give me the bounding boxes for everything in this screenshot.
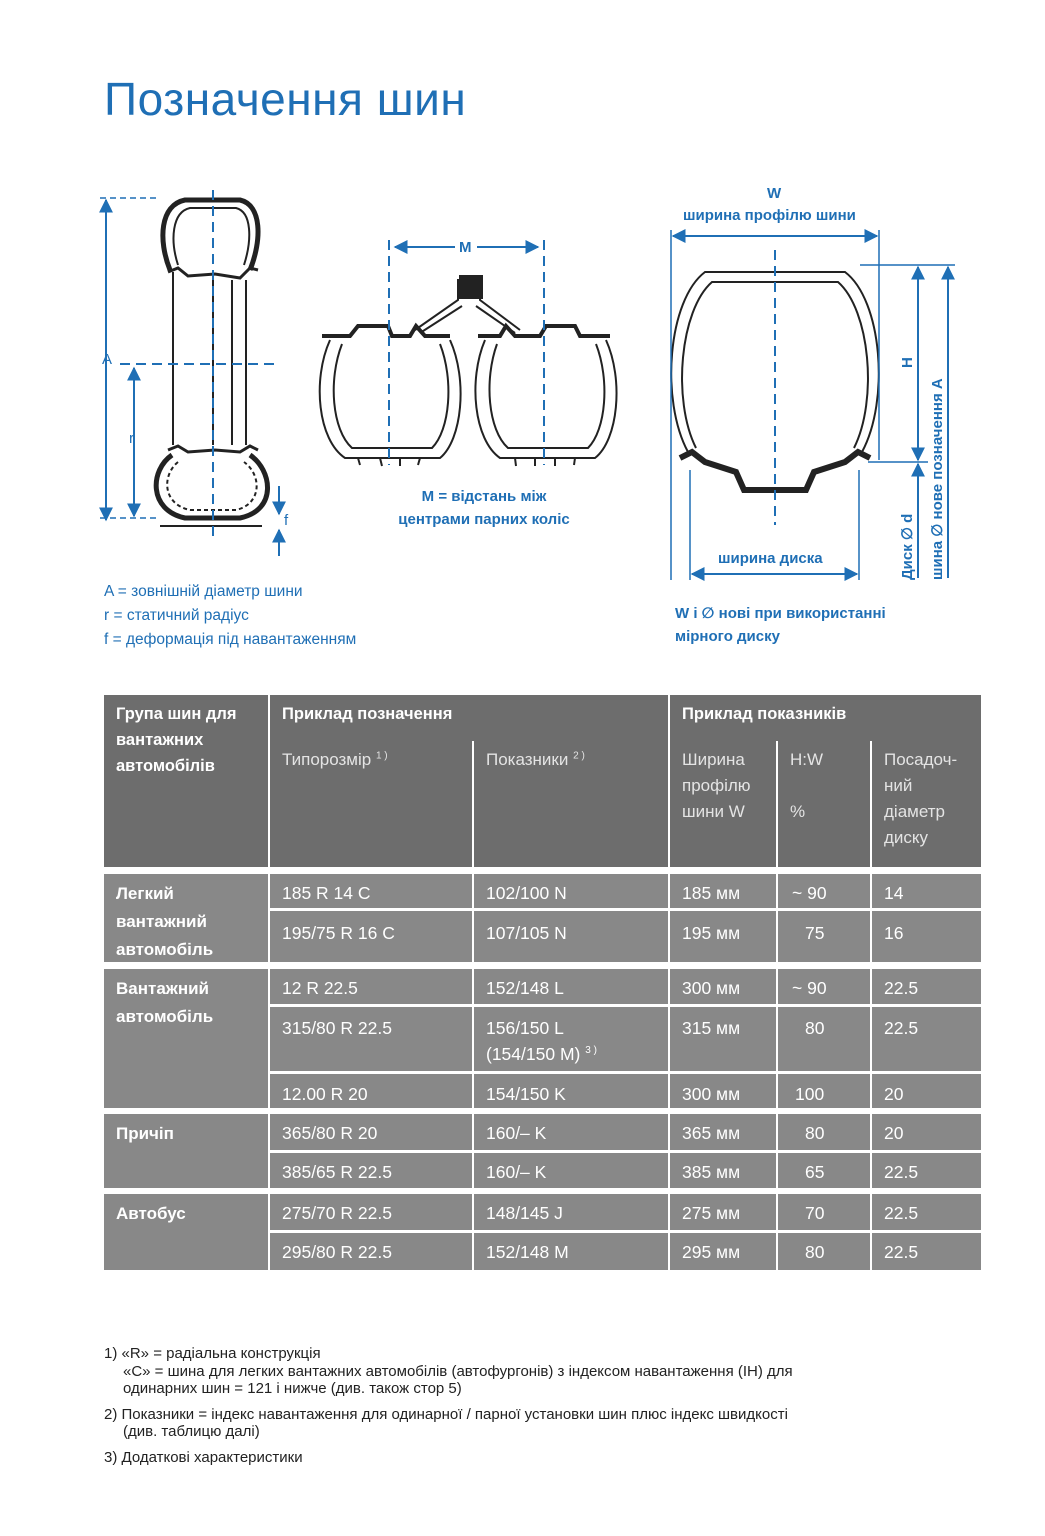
legend-item-A: A = зовнішній діаметр шини <box>104 583 303 600</box>
cell-hw: 80 <box>778 1007 870 1071</box>
cell-hw: 70 <box>778 1194 870 1230</box>
footnote-1-line-3: одинарних шин = 121 і нижче (див. також стор 5) <box>123 1380 462 1397</box>
cell-width: 365 мм <box>670 1114 776 1150</box>
cell-hw: 80 <box>778 1233 870 1270</box>
dual-wheels-view <box>320 276 617 466</box>
label-W: W <box>767 185 782 202</box>
group-truck: Вантажний автомобіль <box>104 969 268 1108</box>
header-size <box>270 741 472 867</box>
cell-width: 385 мм <box>670 1153 776 1188</box>
w-note-line-1: W і ∅ нові при використанні <box>675 605 886 622</box>
cell-width: 185 мм <box>670 874 776 908</box>
legend-item-r: r = статичний радіус <box>104 607 249 624</box>
w-note-line-2: мірного диску <box>675 628 780 645</box>
cell-rim: 14 <box>872 874 981 908</box>
header-size-sup: 1 ) <box>375 750 388 762</box>
cell-rim: 22.5 <box>872 1233 981 1270</box>
cell-rim: 22.5 <box>872 1153 981 1188</box>
legend-item-f: f = деформація під навантаженням <box>104 631 357 648</box>
group-bus: Автобус <box>104 1194 268 1270</box>
label-f: f <box>284 512 289 529</box>
cell-width: 195 мм <box>670 911 776 962</box>
legend <box>104 580 356 652</box>
cell-size: 185 R 14 C <box>270 874 472 908</box>
footnote-3: 3) Додаткові характеристики <box>104 1448 303 1466</box>
cell-rim: 20 <box>872 1114 981 1150</box>
cell-hw: 75 <box>778 911 870 962</box>
cell-index: 154/150 K <box>474 1074 668 1108</box>
header-rim: Посадоч-ний діаметр диску <box>872 741 981 867</box>
m-caption <box>389 485 579 531</box>
cell-size: 315/80 R 22.5 <box>270 1007 472 1071</box>
group-light-truck: Легкий вантажний автомобіль <box>104 874 268 962</box>
cell-index: 160/– K <box>474 1153 668 1188</box>
disk-diameter-label: Диск ∅ d <box>899 513 916 580</box>
footnote-1-line-1: 1) «R» = радіальна конструкція <box>104 1345 321 1362</box>
header-group: Група шин для вантажних автомобілів <box>104 695 268 867</box>
footnote-2 <box>104 1406 793 1441</box>
header-example: Приклад позначення <box>270 695 668 741</box>
label-r: r <box>129 430 134 447</box>
cell-index: 107/105 N <box>474 911 668 962</box>
cell-index-alt: (154/150 M) <box>486 1044 581 1064</box>
m-caption-line-1: M = відстань між <box>421 488 547 505</box>
header-width: Ширина профілю шини W <box>670 741 776 867</box>
header-index <box>474 741 668 867</box>
cell-rim: 20 <box>872 1074 981 1108</box>
cell-size: 365/80 R 20 <box>270 1114 472 1150</box>
cell-rim: 22.5 <box>872 969 981 1004</box>
cell-hw: 80 <box>778 1114 870 1150</box>
label-A: A <box>102 351 113 368</box>
cell-hw: 65 <box>778 1153 870 1188</box>
header-hw-unit: % <box>790 802 806 821</box>
cell-rim: 22.5 <box>872 1007 981 1071</box>
cell-rim: 16 <box>872 911 981 962</box>
header-indicators: Приклад показників <box>670 695 981 741</box>
label-M: M <box>459 239 472 256</box>
footnote-1 <box>104 1345 793 1398</box>
group-trailer: Причіп <box>104 1114 268 1188</box>
label-H: H <box>899 357 916 368</box>
header-index-label: Показники <box>486 750 569 769</box>
cell-size: 385/65 R 22.5 <box>270 1153 472 1188</box>
cell-width: 315 мм <box>670 1007 776 1071</box>
cell-width: 300 мм <box>670 1074 776 1108</box>
cell-size: 275/70 R 22.5 <box>270 1194 472 1230</box>
cell-hw: ~ 90 <box>778 969 870 1004</box>
footnote-2-line-1: 2) Показники = індекс навантаження для одинарної / парної установки шин плюс індекс швидкості <box>104 1405 788 1423</box>
cell-index: 160/– K <box>474 1114 668 1150</box>
w-caption: ширина профілю шини <box>683 207 856 224</box>
footnote-2-line-2: (див. таблицю далі) <box>123 1423 260 1440</box>
cell-size: 12.00 R 20 <box>270 1074 472 1108</box>
cell-width: 300 мм <box>670 969 776 1004</box>
m-caption-line-2: центрами парних коліс <box>398 511 570 528</box>
cell-index: 152/148 M <box>474 1233 668 1270</box>
cell-index-alt-sup: 3 ) <box>585 1045 597 1057</box>
cell-index: 148/145 J <box>474 1194 668 1230</box>
cell-index: 102/100 N <box>474 874 668 908</box>
cell-hw: ~ 90 <box>778 874 870 908</box>
cell-rim: 22.5 <box>872 1194 981 1230</box>
footnote-1-line-2: «C» = шина для легких вантажних автомобілів (автофургонів) з індексом навантаження (ІН) для <box>123 1362 793 1380</box>
footnotes <box>104 1345 793 1474</box>
rim-width-label: ширина диска <box>718 550 823 567</box>
cell-size: 12 R 22.5 <box>270 969 472 1004</box>
cell-width: 295 мм <box>670 1233 776 1270</box>
cell-index <box>474 1007 668 1071</box>
cell-width: 275 мм <box>670 1194 776 1230</box>
cell-size: 195/75 R 16 C <box>270 911 472 962</box>
tire-diagrams <box>0 0 1045 660</box>
header-index-sup: 2 ) <box>573 750 585 762</box>
new-marking-label: шина ∅ нове позначення A <box>929 378 946 580</box>
cell-index-main: 156/150 L <box>486 1018 564 1038</box>
w-note <box>675 602 886 648</box>
page-title: Позначення шин <box>104 73 467 125</box>
cell-size: 295/80 R 22.5 <box>270 1233 472 1270</box>
header-hw-label: H:W <box>790 750 824 769</box>
cell-hw: 100 <box>778 1074 870 1108</box>
header-size-label: Типорозмір <box>282 750 372 769</box>
cell-index: 152/148 L <box>474 969 668 1004</box>
header-hw <box>778 741 870 867</box>
